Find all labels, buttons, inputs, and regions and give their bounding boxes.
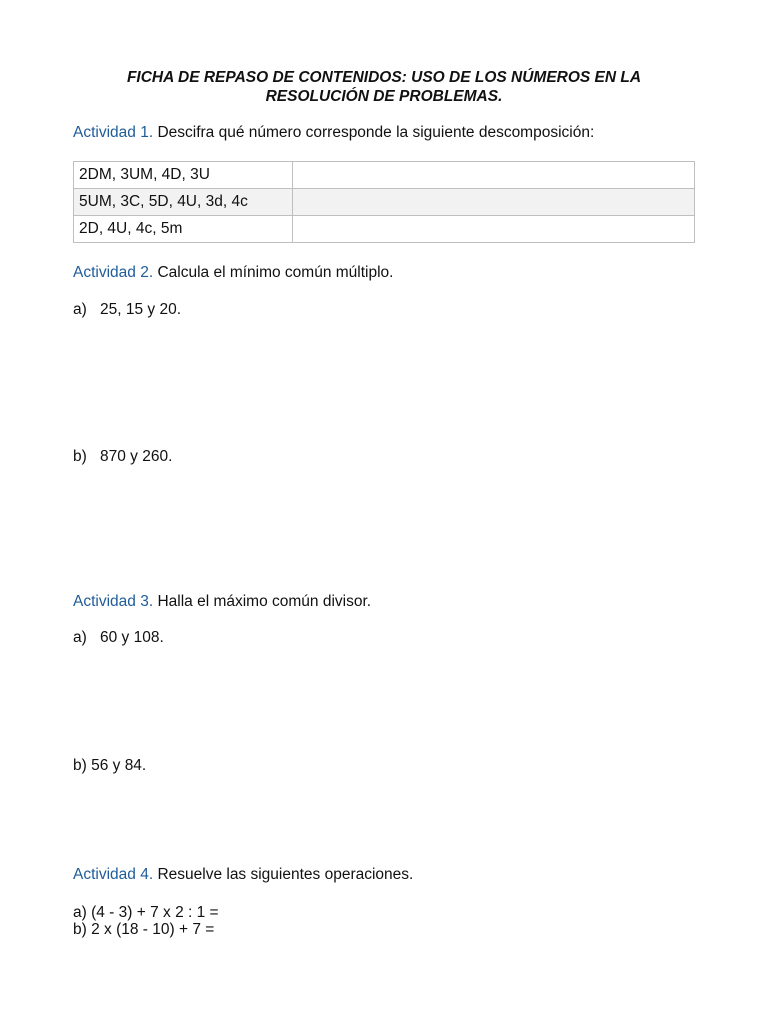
item-marker: a) [73,629,87,646]
activity-1-text: Descifra qué número corresponde la siguiente descomposición: [153,124,595,141]
activity-2-label: Actividad 2. [73,264,154,281]
activity-1-label: Actividad 1. [73,124,154,141]
table-row [74,216,695,243]
activity-3-item-b: b) 56 y 84. [73,757,147,774]
operation-b: b) 2 x (18 - 10) + 7 = [73,921,215,938]
activity-4-text: Resuelve las siguientes operaciones. [153,866,414,883]
activity-2-item-b [73,447,172,466]
decomposition-cell: 2DM, 3UM, 4D, 3U [74,162,293,189]
decomposition-cell: 5UM, 3C, 5D, 4U, 3d, 4c [74,189,293,216]
activity-3-heading [73,592,371,611]
answer-cell[interactable] [293,162,695,189]
activity-4-label: Actividad 4. [73,866,154,883]
operation-a: a) (4 - 3) + 7 x 2 : 1 = [73,904,219,921]
decomposition-table [73,161,695,243]
item-marker: b) [73,448,87,465]
item-text: 60 y 108. [100,629,164,646]
activity-3-item-a [73,628,164,647]
activity-3-text: Halla el máximo común divisor. [153,593,372,610]
table-row [74,189,695,216]
item-marker: a) [73,301,87,318]
worksheet-title [60,68,708,106]
activity-3-label: Actividad 3. [73,593,154,610]
title-line-2: RESOLUCIÓN DE PROBLEMAS. [265,88,503,105]
activity-2-text: Calcula el mínimo común múltiplo. [153,264,394,281]
item-text: 870 y 260. [100,448,173,465]
answer-cell[interactable] [293,189,695,216]
title-line-1: FICHA DE REPASO DE CONTENIDOS: USO DE LOS NÚMEROS EN LA [126,69,642,86]
activity-2-item-a [73,300,181,319]
answer-cell[interactable] [293,216,695,243]
table-row [74,162,695,189]
activity-2-heading [73,263,393,282]
activity-1-heading [73,123,594,142]
activity-4-heading [73,865,413,884]
item-text: 25, 15 y 20. [100,301,182,318]
decomposition-cell: 2D, 4U, 4c, 5m [74,216,293,243]
